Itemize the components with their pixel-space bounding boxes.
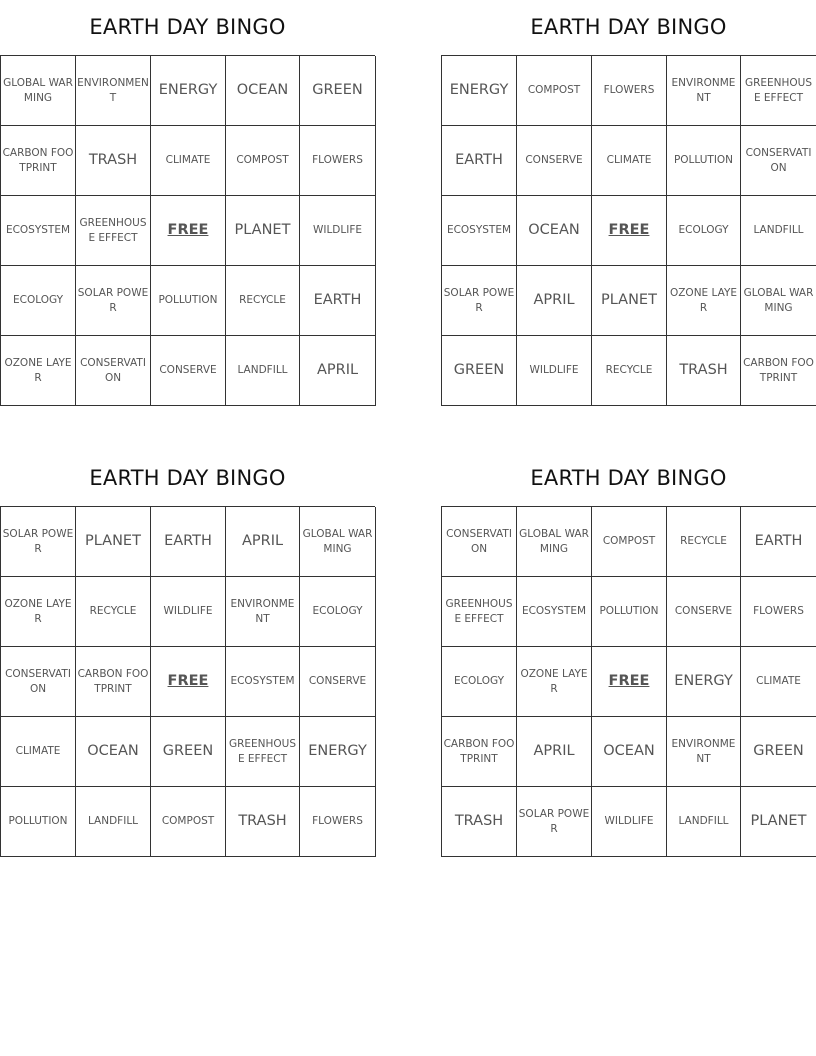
bingo-cell: LANDFILL bbox=[76, 787, 151, 857]
bingo-cell: SOLAR POWER bbox=[76, 266, 151, 336]
bingo-cell: CONSERVE bbox=[151, 336, 226, 406]
bingo-cell: GREEN bbox=[300, 56, 376, 126]
bingo-cell: CLIMATE bbox=[1, 717, 76, 787]
free-space-cell: FREE bbox=[592, 196, 667, 266]
bingo-cell: WILDLIFE bbox=[592, 787, 667, 857]
bingo-cell: ENERGY bbox=[151, 56, 226, 126]
bingo-cell: SOLAR POWER bbox=[517, 787, 592, 857]
bingo-cell: ECOLOGY bbox=[442, 647, 517, 717]
bingo-cell: FLOWERS bbox=[592, 56, 667, 126]
bingo-cell: ENVIRONMENT bbox=[667, 717, 741, 787]
bingo-cell: GREENHOUSE EFFECT bbox=[741, 56, 816, 126]
bingo-cell: PLANET bbox=[76, 507, 151, 577]
bingo-cell: FLOWERS bbox=[741, 577, 816, 647]
bingo-cell: POLLUTION bbox=[667, 126, 741, 196]
bingo-cell: POLLUTION bbox=[592, 577, 667, 647]
bingo-cell: RECYCLE bbox=[76, 577, 151, 647]
bingo-cell: TRASH bbox=[76, 126, 151, 196]
bingo-grid bbox=[0, 506, 375, 857]
bingo-cell: COMPOST bbox=[517, 56, 592, 126]
bingo-cell: GREEN bbox=[741, 717, 816, 787]
bingo-cell: RECYCLE bbox=[592, 336, 667, 406]
bingo-cell: GLOBAL WARMING bbox=[300, 507, 376, 577]
bingo-cell: FLOWERS bbox=[300, 787, 376, 857]
bingo-cell: GREENHOUSE EFFECT bbox=[442, 577, 517, 647]
bingo-cell: PLANET bbox=[741, 787, 816, 857]
bingo-cell: EARTH bbox=[442, 126, 517, 196]
bingo-grid bbox=[0, 55, 375, 406]
bingo-cell: GLOBAL WARMING bbox=[741, 266, 816, 336]
bingo-cell: WILDLIFE bbox=[151, 577, 226, 647]
card-title: EARTH DAY BINGO bbox=[530, 466, 727, 490]
bingo-cell: ECOSYSTEM bbox=[1, 196, 76, 266]
bingo-cell: ECOSYSTEM bbox=[517, 577, 592, 647]
bingo-cell: OCEAN bbox=[517, 196, 592, 266]
bingo-cell: CONSERVATION bbox=[442, 507, 517, 577]
bingo-cell: APRIL bbox=[517, 717, 592, 787]
bingo-cell: CLIMATE bbox=[592, 126, 667, 196]
bingo-cell: APRIL bbox=[300, 336, 376, 406]
bingo-cell: LANDFILL bbox=[741, 196, 816, 266]
bingo-cell: OCEAN bbox=[226, 56, 300, 126]
bingo-cell: GLOBAL WARMING bbox=[1, 56, 76, 126]
bingo-cell: RECYCLE bbox=[667, 507, 741, 577]
card-title: EARTH DAY BINGO bbox=[89, 15, 286, 39]
bingo-cell: SOLAR POWER bbox=[442, 266, 517, 336]
bingo-cell: ECOLOGY bbox=[300, 577, 376, 647]
bingo-cell: EARTH bbox=[741, 507, 816, 577]
bingo-cell: ECOLOGY bbox=[667, 196, 741, 266]
free-space-cell: FREE bbox=[592, 647, 667, 717]
bingo-cell: GLOBAL WARMING bbox=[517, 507, 592, 577]
bingo-cell: ECOSYSTEM bbox=[442, 196, 517, 266]
bingo-cell: CONSERVATION bbox=[741, 126, 816, 196]
bingo-cell: CONSERVATION bbox=[1, 647, 76, 717]
bingo-cell: WILDLIFE bbox=[517, 336, 592, 406]
bingo-cell: FLOWERS bbox=[300, 126, 376, 196]
bingo-cell: GREEN bbox=[151, 717, 226, 787]
bingo-cell: PLANET bbox=[226, 196, 300, 266]
free-space-cell: FREE bbox=[151, 647, 226, 717]
bingo-cell: GREEN bbox=[442, 336, 517, 406]
bingo-cell: CARBON FOOTPRINT bbox=[1, 126, 76, 196]
bingo-cell: RECYCLE bbox=[226, 266, 300, 336]
bingo-cell: GREENHOUSE EFFECT bbox=[76, 196, 151, 266]
bingo-cell: CONSERVE bbox=[517, 126, 592, 196]
bingo-cell: LANDFILL bbox=[226, 336, 300, 406]
bingo-cell: CLIMATE bbox=[741, 647, 816, 717]
bingo-cell: ECOSYSTEM bbox=[226, 647, 300, 717]
bingo-cell: WILDLIFE bbox=[300, 196, 376, 266]
bingo-cell: OZONE LAYER bbox=[517, 647, 592, 717]
bingo-cell: CARBON FOOTPRINT bbox=[442, 717, 517, 787]
bingo-cell: POLLUTION bbox=[1, 787, 76, 857]
bingo-cell: LANDFILL bbox=[667, 787, 741, 857]
bingo-cell: ENVIRONMENT bbox=[76, 56, 151, 126]
bingo-cell: TRASH bbox=[667, 336, 741, 406]
bingo-cell: CARBON FOOTPRINT bbox=[76, 647, 151, 717]
bingo-cell: OCEAN bbox=[76, 717, 151, 787]
bingo-cell: TRASH bbox=[442, 787, 517, 857]
bingo-cell: CONSERVATION bbox=[76, 336, 151, 406]
bingo-cell: EARTH bbox=[151, 507, 226, 577]
bingo-cell: CONSERVE bbox=[300, 647, 376, 717]
card-title: EARTH DAY BINGO bbox=[89, 466, 286, 490]
bingo-cell: APRIL bbox=[517, 266, 592, 336]
bingo-cell: APRIL bbox=[226, 507, 300, 577]
bingo-cell: PLANET bbox=[592, 266, 667, 336]
bingo-cell: ENERGY bbox=[442, 56, 517, 126]
bingo-cell: GREENHOUSE EFFECT bbox=[226, 717, 300, 787]
bingo-cell: OZONE LAYER bbox=[667, 266, 741, 336]
bingo-cell: ENERGY bbox=[300, 717, 376, 787]
bingo-cell: ENVIRONMENT bbox=[667, 56, 741, 126]
bingo-cell: CONSERVE bbox=[667, 577, 741, 647]
bingo-cell: SOLAR POWER bbox=[1, 507, 76, 577]
bingo-cell: ECOLOGY bbox=[1, 266, 76, 336]
bingo-cell: ENVIRONMENT bbox=[226, 577, 300, 647]
bingo-grid bbox=[441, 506, 816, 857]
bingo-cell: COMPOST bbox=[151, 787, 226, 857]
bingo-cell: EARTH bbox=[300, 266, 376, 336]
bingo-cell: OCEAN bbox=[592, 717, 667, 787]
bingo-cell: COMPOST bbox=[592, 507, 667, 577]
bingo-cell: COMPOST bbox=[226, 126, 300, 196]
bingo-cell: TRASH bbox=[226, 787, 300, 857]
bingo-cell: OZONE LAYER bbox=[1, 577, 76, 647]
free-space-cell: FREE bbox=[151, 196, 226, 266]
bingo-cell: CARBON FOOTPRINT bbox=[741, 336, 816, 406]
bingo-cell: CLIMATE bbox=[151, 126, 226, 196]
bingo-cell: OZONE LAYER bbox=[1, 336, 76, 406]
bingo-grid bbox=[441, 55, 816, 406]
bingo-cell: ENERGY bbox=[667, 647, 741, 717]
card-title: EARTH DAY BINGO bbox=[530, 15, 727, 39]
bingo-cell: POLLUTION bbox=[151, 266, 226, 336]
